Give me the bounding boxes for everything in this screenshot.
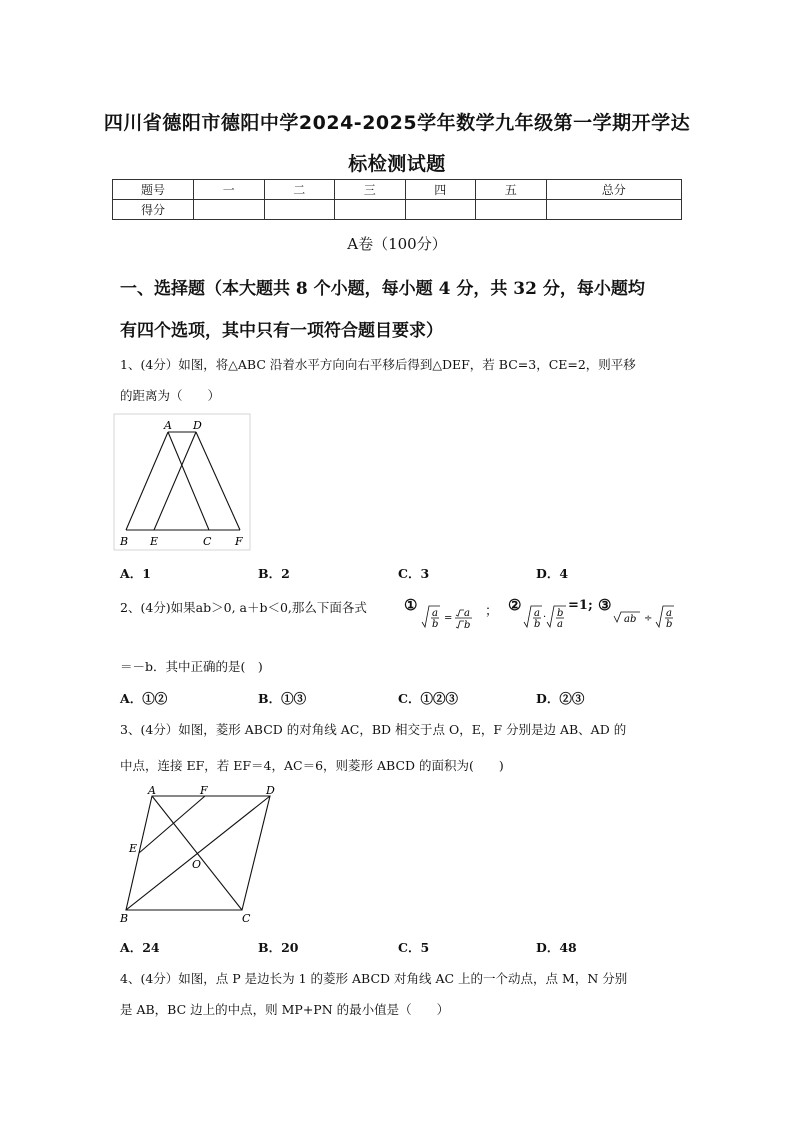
- q3-label-a: A: [148, 784, 156, 797]
- q2-formula-2: [522, 600, 570, 640]
- q2-option-b[interactable]: B．①③: [258, 691, 307, 706]
- q3-diagonal-ac: [152, 796, 242, 910]
- section-a-heading: A卷（100分）: [347, 235, 447, 253]
- score-table-cell-empty: [335, 200, 406, 220]
- q2-f1-a: a: [432, 608, 438, 619]
- q4-text-line1: 4、(4分）如图，点 P 是边长为 1 的菱形 ABCD 对角线 AC 上的一个动点，点 M，N 分别: [120, 971, 628, 986]
- score-table-cell-empty: [405, 200, 476, 220]
- q2-formula-1: [420, 600, 476, 640]
- q3-label-f: F: [200, 784, 208, 797]
- q3-option-d[interactable]: D．48: [536, 940, 577, 955]
- q2-f2-a2: a: [557, 619, 563, 630]
- q2-f2-b: b: [534, 619, 541, 630]
- q1-label-e: E: [150, 535, 159, 548]
- q1-label-a: A: [164, 419, 172, 432]
- score-table-cell-empty: [264, 200, 335, 220]
- q2-f2-a: a: [534, 608, 540, 619]
- q2-circled-1: ①: [404, 596, 418, 614]
- score-table-cell: 四: [405, 180, 476, 200]
- q2-option-a[interactable]: A．①②: [120, 691, 168, 706]
- score-table-cell: 总分: [546, 180, 682, 200]
- q1-segment-ab: [126, 432, 168, 530]
- q1-label-f: F: [235, 535, 243, 548]
- q2-f1-b2: b: [464, 620, 471, 631]
- q1-segment-ed: [154, 432, 196, 530]
- q1-option-d[interactable]: D．4: [536, 566, 569, 581]
- q3-option-c[interactable]: C．5: [398, 940, 430, 955]
- document-title-line1: 四川省德阳市德阳中学2024-2025学年数学九年级第一学期开学达: [103, 112, 691, 134]
- q3-label-b: B: [120, 912, 129, 925]
- q2-f3-div: ÷: [644, 613, 653, 624]
- q2-f3-a: a: [666, 608, 672, 619]
- part1-heading-line2: 有四个选项，其中只有一项符合题目要求）: [120, 321, 443, 341]
- q3-option-a[interactable]: A．24: [120, 940, 160, 955]
- q2-f2-b2: b: [557, 608, 564, 619]
- q2-option-c[interactable]: C．①②③: [398, 691, 458, 706]
- q3-label-d: D: [266, 784, 275, 797]
- q1-text-line2: 的距离为（ ）: [120, 388, 221, 403]
- score-table-cell: 五: [476, 180, 547, 200]
- q2-circled-2: ②: [508, 596, 522, 614]
- q2-f3-ab: ab: [624, 614, 637, 625]
- score-table-cell: 二: [264, 180, 335, 200]
- q2-circled-3: ③: [598, 596, 612, 614]
- q1-option-c[interactable]: C．3: [398, 566, 430, 581]
- score-table-cell: 得分: [113, 200, 194, 220]
- q1-option-b[interactable]: B．2: [258, 566, 290, 581]
- q2-f1-radical-den: [456, 621, 464, 628]
- q2-f2-dot: ·: [543, 612, 547, 623]
- q3-figure: [112, 784, 282, 930]
- q2-separator: ；: [485, 604, 499, 619]
- score-table-cell-empty: [194, 200, 265, 220]
- q3-text-line2: 中点，连接 EF，若 EF＝4，AC＝6，则菱形 ABCD 的面积为( ): [120, 758, 504, 773]
- q2-f1-b: b: [432, 619, 439, 630]
- q1-text-line1: 1、(4分）如图，将△ABC 沿着水平方向向右平移后得到△DEF，若 BC=3，CE=2，则平移: [120, 357, 636, 372]
- score-table-header-row: [113, 180, 682, 200]
- q1-label-c: C: [203, 535, 212, 548]
- score-table: [112, 179, 682, 220]
- score-table-cell: 一: [194, 180, 265, 200]
- q2-f1-radical-num: [456, 610, 464, 616]
- q2-formula-3: [612, 600, 678, 640]
- q4-text-line2: 是 AB，BC 边上的中点，则 MP+PN 的最小值是（ ）: [120, 1002, 450, 1017]
- q1-option-a[interactable]: A．1: [120, 566, 151, 581]
- q3-label-e: E: [129, 842, 138, 855]
- q2-text-line2: ＝－b．其中正确的是( ): [120, 659, 263, 674]
- q1-figure: [112, 412, 252, 552]
- score-table-cell: 三: [335, 180, 406, 200]
- document-title-line2: 标检测试题: [348, 153, 446, 175]
- q2-f3-b: b: [666, 619, 673, 630]
- score-table-cell: 题号: [113, 180, 194, 200]
- q2-f1-a2: a: [464, 608, 470, 619]
- q2-f1-eq: =: [444, 613, 453, 624]
- q2-eq-one: =1;: [568, 598, 593, 613]
- score-table-cell-empty: [476, 200, 547, 220]
- q3-label-c: C: [242, 912, 251, 925]
- q3-segment-ef: [139, 796, 205, 853]
- q2-option-d[interactable]: D．②③: [536, 691, 585, 706]
- q1-label-d: D: [193, 419, 202, 432]
- score-table-score-row: [113, 200, 682, 220]
- q2-text-prefix: 2、(4分)如果ab＞0, a＋b＜0,那么下面各式: [120, 600, 367, 615]
- score-table-cell-empty: [546, 200, 682, 220]
- q1-label-b: B: [120, 535, 129, 548]
- q3-label-o: O: [192, 858, 202, 871]
- part1-heading-line1: 一、选择题（本大题共 8 个小题，每小题 4 分，共 32 分，每小题均: [120, 279, 645, 299]
- q3-option-b[interactable]: B．20: [258, 940, 299, 955]
- q3-text-line1: 3、(4分）如图，菱形 ABCD 的对角线 AC，BD 相交于点 O，E，F 分别是边 AB、AD 的: [120, 722, 627, 737]
